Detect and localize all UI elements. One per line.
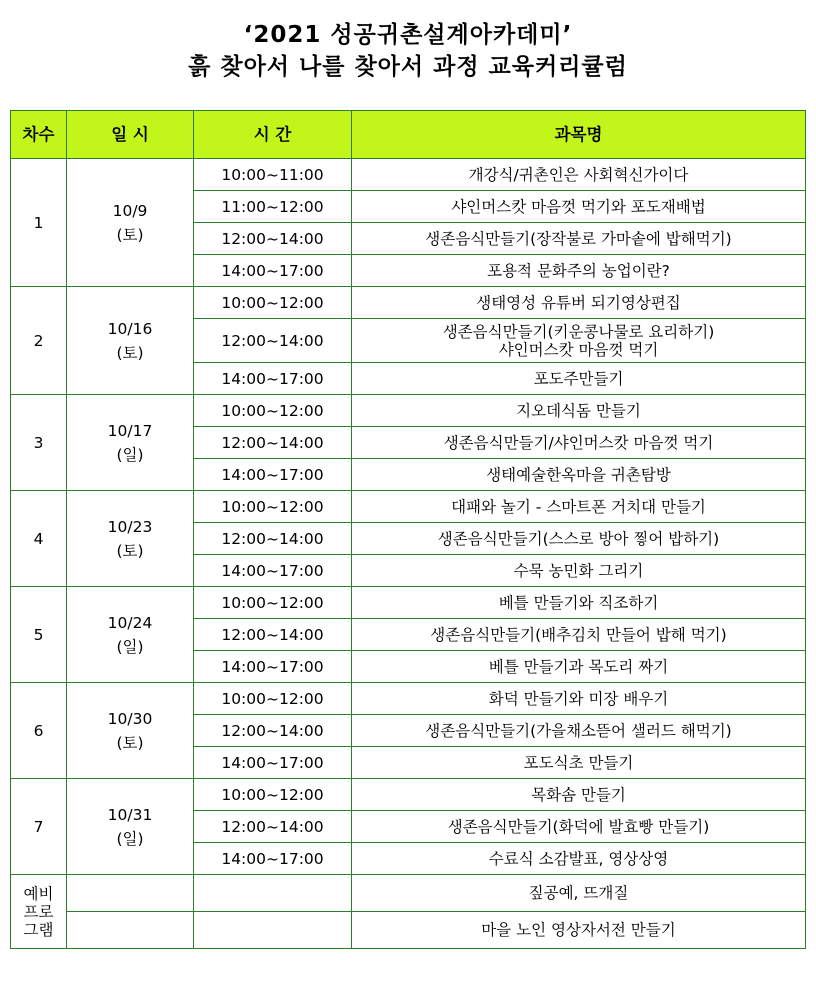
session-subject <box>352 683 806 715</box>
document-title: ‘2021 성공귀촌설계아카데미’ <box>243 22 573 48</box>
session-date: 10/16 <box>107 319 153 338</box>
session-subject <box>352 811 806 843</box>
session-subject <box>352 491 806 523</box>
session-date-cell <box>67 159 194 287</box>
header-no: 차수 <box>11 111 67 159</box>
table-row <box>11 683 806 715</box>
session-date-cell <box>67 491 194 587</box>
session-time: 12:00~14:00 <box>194 223 352 255</box>
session-subject <box>352 715 806 747</box>
extra-label-line: 프로 <box>23 902 54 921</box>
session-subject <box>352 255 806 287</box>
session-time: 14:00~17:00 <box>194 459 352 491</box>
subject-text: 목화솜 만들기 <box>531 785 626 804</box>
subject-text: 대패와 놀기 - 스마트폰 거치대 만들기 <box>451 497 706 516</box>
session-subject <box>352 619 806 651</box>
subject-text: 개강식/귀촌인은 사회혁신가이다 <box>468 165 689 184</box>
subject-text: 생존음식만들기(화덕에 발효빵 만들기) <box>447 817 710 836</box>
session-subject <box>352 363 806 395</box>
session-subject <box>352 587 806 619</box>
session-time: 12:00~14:00 <box>194 811 352 843</box>
session-day: (일) <box>116 829 144 848</box>
session-date-cell <box>67 683 194 779</box>
session-subject <box>352 459 806 491</box>
session-time: 11:00~12:00 <box>194 191 352 223</box>
session-number: 1 <box>11 159 67 287</box>
session-subject <box>352 427 806 459</box>
session-time: 12:00~14:00 <box>194 427 352 459</box>
header-row <box>11 111 806 159</box>
table-row <box>11 491 806 523</box>
subject-text: 생존음식만들기/샤인머스캇 마음껏 먹기 <box>443 433 714 452</box>
session-subject <box>352 223 806 255</box>
session-subject <box>352 395 806 427</box>
session-subject <box>352 651 806 683</box>
session-time: 12:00~14:00 <box>194 619 352 651</box>
subject-text: 생존음식만들기(스스로 방아 찧어 밥하기) <box>437 529 720 548</box>
session-number: 5 <box>11 587 67 683</box>
session-time: 12:00~14:00 <box>194 715 352 747</box>
subject-text: 포도식초 만들기 <box>523 753 634 772</box>
session-number: 7 <box>11 779 67 875</box>
session-subject <box>352 843 806 875</box>
session-date: 10/23 <box>107 517 153 536</box>
session-time: 14:00~17:00 <box>194 363 352 395</box>
empty-cell <box>194 912 352 949</box>
subject-text-line2: 샤인머스캇 마음껏 먹기 <box>498 340 659 359</box>
session-time: 10:00~12:00 <box>194 683 352 715</box>
session-date: 10/9 <box>112 201 148 220</box>
session-time: 10:00~12:00 <box>194 287 352 319</box>
session-day: (일) <box>116 445 144 464</box>
extra-label-line: 예비 <box>23 884 54 903</box>
table-row <box>11 159 806 191</box>
session-time: 10:00~12:00 <box>194 587 352 619</box>
extra-label-line: 그램 <box>23 920 54 939</box>
document-subtitle: 흙 찾아서 나를 찾아서 과정 교육커리큘럼 <box>188 54 628 80</box>
subject-text: 포도주만들기 <box>533 369 624 388</box>
session-date: 10/30 <box>107 709 153 728</box>
subject-text: 생존음식만들기(가을채소뜯어 샐러드 해먹기) <box>425 721 732 740</box>
table-row <box>11 287 806 319</box>
session-time: 14:00~17:00 <box>194 255 352 287</box>
session-date-cell <box>67 395 194 491</box>
session-time: 10:00~12:00 <box>194 491 352 523</box>
session-subject <box>352 779 806 811</box>
session-date-cell <box>67 587 194 683</box>
session-number: 2 <box>11 287 67 395</box>
session-time: 14:00~17:00 <box>194 843 352 875</box>
session-number: 3 <box>11 395 67 491</box>
session-date-cell <box>67 287 194 395</box>
table-row <box>11 779 806 811</box>
subject-text: 베틀 만들기과 목도리 짜기 <box>488 657 669 676</box>
header-date: 일 시 <box>67 111 194 159</box>
session-subject <box>352 191 806 223</box>
header-subject: 과목명 <box>352 111 806 159</box>
empty-cell <box>67 912 194 949</box>
header-time: 시 간 <box>194 111 352 159</box>
curriculum-table <box>10 110 806 949</box>
subject-text: 수묵 농민화 그리기 <box>513 561 644 580</box>
subject-text: 생존음식만들기(배추김치 만들어 밥해 먹기) <box>430 625 727 644</box>
subject-text: 포용적 문화주의 농업이란? <box>487 261 670 280</box>
extra-program-label <box>11 875 67 949</box>
subject-text: 지오데식돔 만들기 <box>516 401 641 420</box>
session-day: (토) <box>116 343 144 362</box>
session-date-cell <box>67 779 194 875</box>
session-subject <box>352 159 806 191</box>
session-number: 4 <box>11 491 67 587</box>
session-day: (토) <box>116 225 144 244</box>
session-subject <box>352 523 806 555</box>
table-row <box>11 395 806 427</box>
session-date: 10/31 <box>107 805 153 824</box>
subject-text: 샤인머스캇 마음껏 먹기와 포도재배법 <box>451 197 706 216</box>
subject-text: 수료식 소감발표, 영상상영 <box>488 849 669 868</box>
session-time: 12:00~14:00 <box>194 319 352 363</box>
session-time: 14:00~17:00 <box>194 747 352 779</box>
session-time: 10:00~11:00 <box>194 159 352 191</box>
session-date: 10/24 <box>107 613 153 632</box>
table-row <box>11 587 806 619</box>
subject-text: 생존음식만들기(장작불로 가마솥에 밥해먹기) <box>425 229 732 248</box>
table-body <box>11 159 806 949</box>
subject-text: 생태예술한옥마을 귀촌탐방 <box>486 465 671 484</box>
empty-cell <box>194 875 352 912</box>
empty-cell <box>67 875 194 912</box>
session-date: 10/17 <box>107 421 153 440</box>
session-time: 14:00~17:00 <box>194 555 352 587</box>
session-day: (일) <box>116 637 144 656</box>
extra-program-item: 마을 노인 영상자서전 만들기 <box>352 912 806 949</box>
session-time: 10:00~12:00 <box>194 779 352 811</box>
table-row <box>11 912 806 949</box>
session-time: 14:00~17:00 <box>194 651 352 683</box>
session-day: (토) <box>116 541 144 560</box>
table-row <box>11 875 806 912</box>
session-day: (토) <box>116 733 144 752</box>
session-subject <box>352 287 806 319</box>
subject-text: 화덕 만들기와 미장 배우기 <box>488 689 669 708</box>
session-subject <box>352 319 806 363</box>
subject-text: 생존음식만들기(키운콩나물로 요리하기) <box>442 322 715 341</box>
subject-text: 생태영성 유튜버 되기영상편집 <box>476 293 681 312</box>
session-time: 10:00~12:00 <box>194 395 352 427</box>
session-subject <box>352 555 806 587</box>
session-time: 12:00~14:00 <box>194 523 352 555</box>
extra-program-item: 짚공예, 뜨개질 <box>352 875 806 912</box>
session-number: 6 <box>11 683 67 779</box>
session-subject <box>352 747 806 779</box>
subject-text: 베틀 만들기와 직조하기 <box>498 593 659 612</box>
